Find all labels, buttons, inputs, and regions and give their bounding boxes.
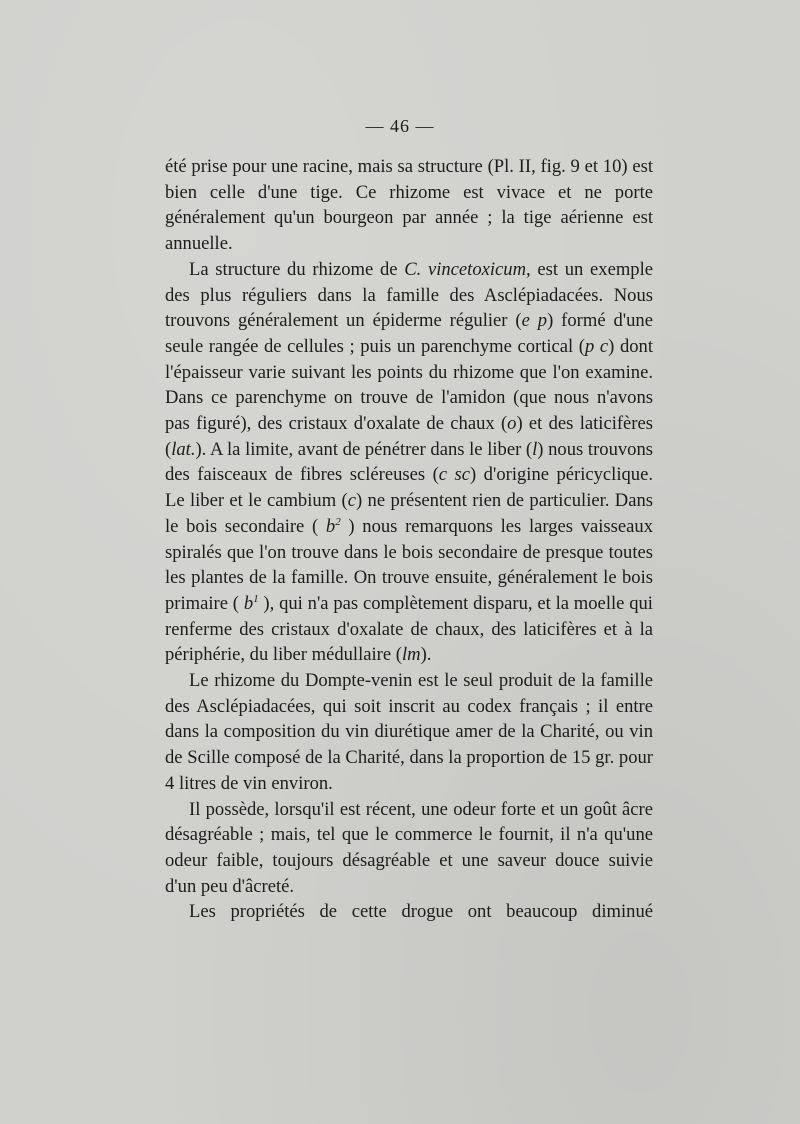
label-ep: e p [521,310,548,332]
label-b2-base: b [325,515,336,537]
p2-text-3: ) formé d'une seule rangée de cellules ; puis un parenchyme cortical ( [165,310,653,357]
p2-text-4: ) dont l'épaisseur varie suivant les points du rhizome que l'on examine. Dans ce parenchyme on trouve de l'amidon (que nous n'avons pas figuré), des cristaux d'oxalate de chaux ( [165,335,654,435]
label-l: l [532,438,538,460]
label-c: c [347,490,356,512]
label-csc: c sc [438,464,471,486]
label-pc: p c [585,335,609,357]
label-b2 [326,516,341,537]
p2-text-8: ) d'origine péricyclique. Le liber et le cambium ( [165,464,653,512]
page-number: — 46 — [365,116,435,136]
paragraph-1: été prise pour une racine, mais sa structure (Pl. II, fig. 9 et 10) est bien celle d'une tige. Ce rhizome est vivace et ne porte généralement qu'un bourgeon par année ; la tige aérienne est annuelle. [165,156,653,255]
p2-text-2: est un exemple des plus réguliers dans la famille des Asclépiadacées. Nous trouvons généralement un épiderme régulier ( [165,258,653,332]
label-b1 [244,593,259,614]
paragraph-3: Le rhizome du Dompte-venin est le seul produit de la famille des Asclépiadacées, qui soit inscrit au codex français ; il entre dans la composition du vin diurétique amer de la Charité, ou vin de Scille composé de la Charité, dans la proportion de 15 gr. pour 4 litres de vin environ. [165,670,653,794]
label-lat: lat. [171,438,196,460]
p2-text-12: ). [420,644,432,666]
p2-text-9: ) ne présentent rien de particulier. Dans le bois secondaire ( [165,490,653,537]
paragraph-4: Il possède, lorsqu'il est récent, une odeur forte et un goût âcre désagréable ; mais, tel que le commerce le fournit, il n'a qu'une odeur faible, toujours désagréable et une saveur douce suivie d'un peu d'âcreté. [165,798,653,897]
p2-text-6: ). A la limite, avant de pénétrer dans le liber ( [195,438,533,460]
body-text [165,154,653,925]
species-name: C. vincetoxicum, [404,258,531,280]
label-b1-sup: 1 [253,592,259,605]
label-lm: lm [401,644,421,666]
label-b2-sup: 2 [335,515,341,528]
p2-text-7: ) nous trouvons des faisceaux de fibres scléreuses ( [165,438,653,486]
p2-text-10: ) nous remarquons les larges vaisseaux spiralés que l'on trouve dans le bois secondaire de presque toutes les plantes de la famille. On trouve ensuite, généralement le bois primaire ( [165,515,653,614]
label-o: o [507,413,517,435]
p2-text-11: ), qui n'a pas complètement disparu, et la moelle qui renferme des cristaux d'oxalate de chaux, des laticifères et à la périphérie, du liber médullaire ( [165,592,653,666]
paragraph-5: Les propriétés de cette drogue ont beaucoup diminué [189,901,653,923]
paragraph-2 [165,257,653,668]
p2-text-1: La structure du rhizome de [189,258,405,280]
label-b1-base: b [243,592,254,614]
p2-text-5: ) et des laticifères ( [165,413,653,460]
